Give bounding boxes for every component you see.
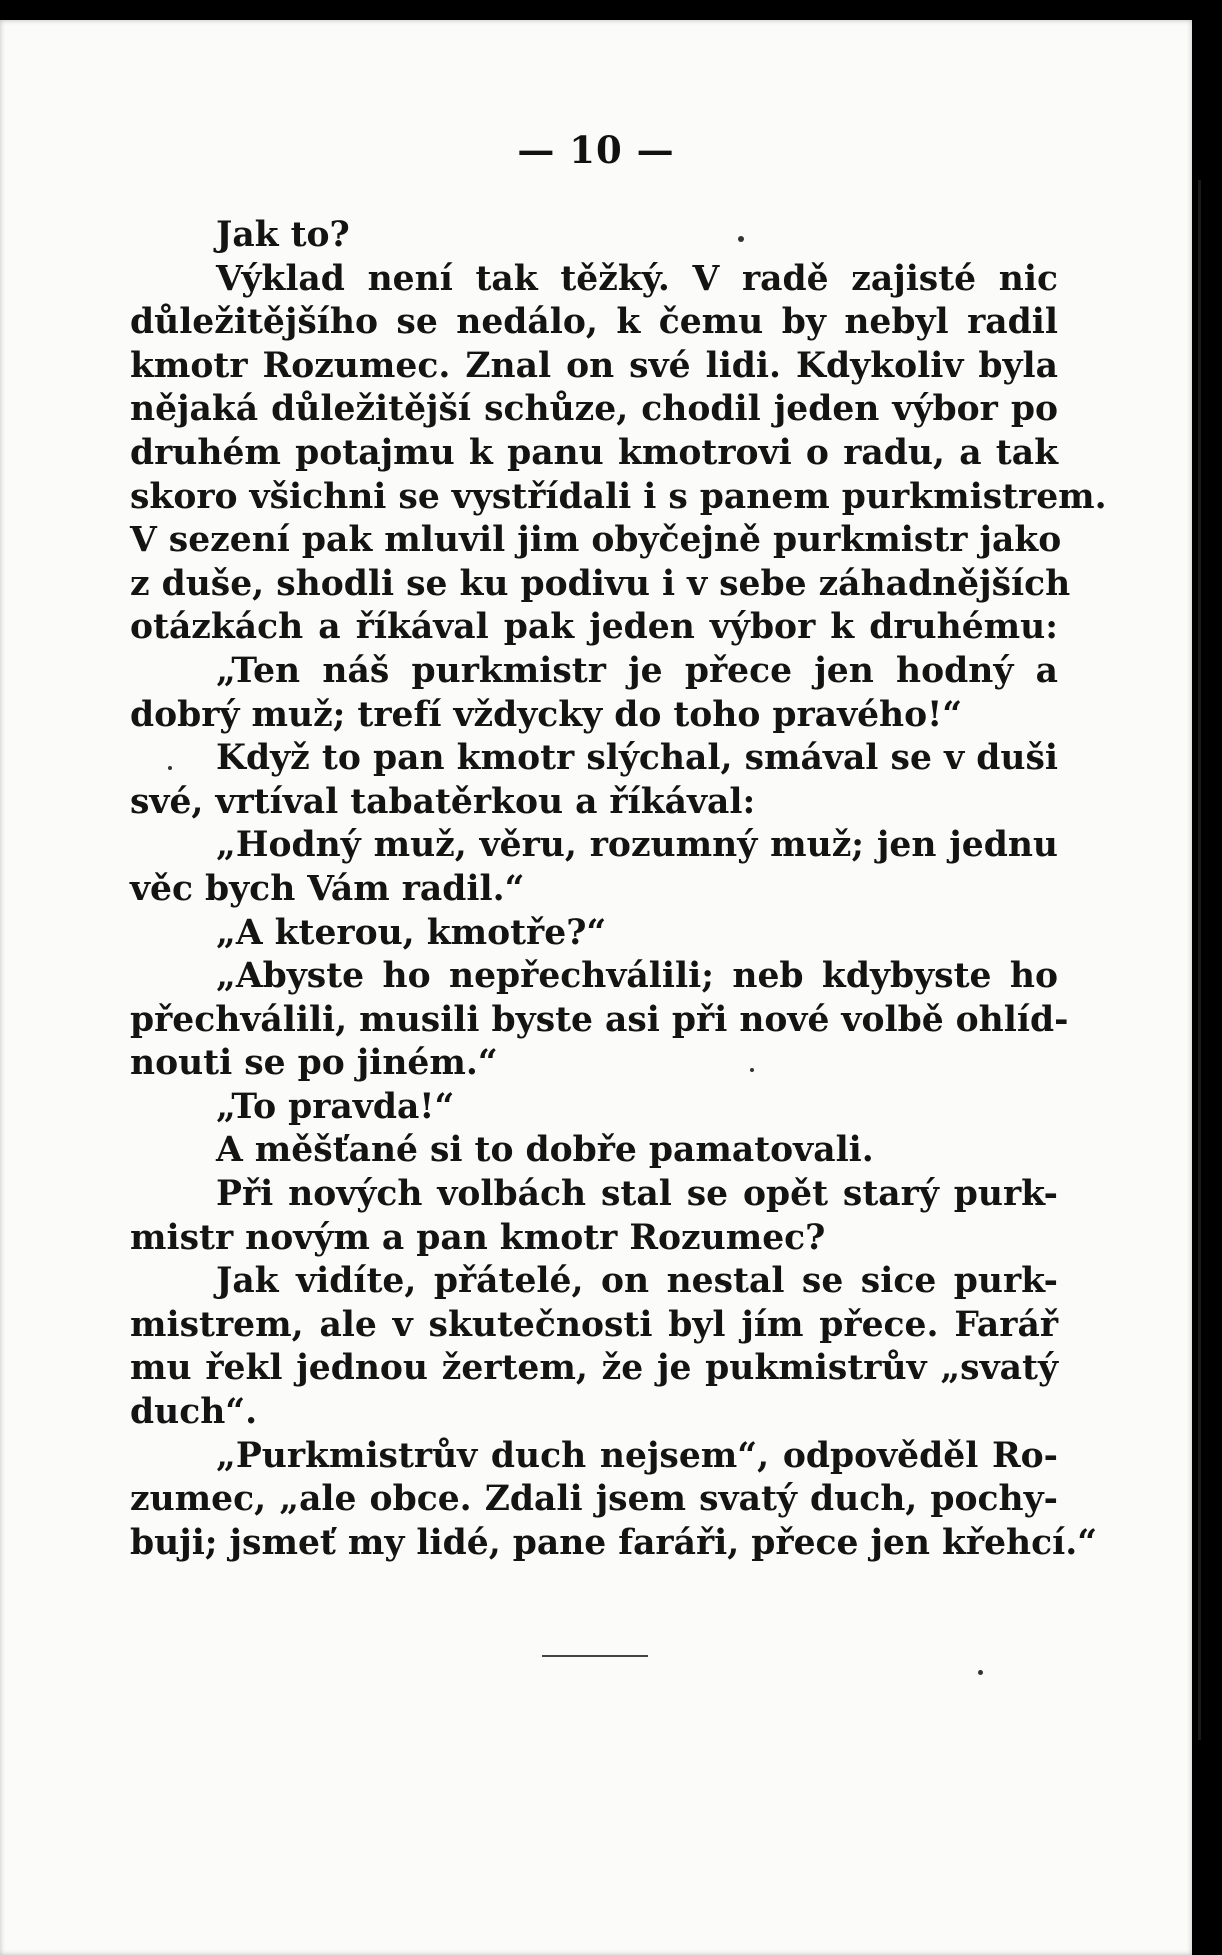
text-line: Když to pan kmotr slýchal, smával se v duši: [216, 738, 1058, 779]
text-line: „Ten náš purkmistr je přece jen hodný a: [216, 650, 1058, 691]
text-line: „Hodný muž, věru, rozumný muž; jen jednu: [216, 825, 1058, 866]
section-end-rule: [542, 1655, 648, 1657]
text-line: otázkách a říkával pak jeden výbor k druhému:: [130, 607, 1058, 648]
text-line: V sezení pak mluvil jim obyčejně purkmistr jako: [130, 520, 1062, 561]
text-line: z duše, shodli se ku podivu i v sebe záhadnějších: [130, 563, 1071, 604]
text-line: Jak to?: [216, 215, 350, 255]
text-line: „To pravda!“: [216, 1086, 455, 1127]
text-line: zumec, „ale obce. Zdali jsem svatý duch, pochy-: [130, 1479, 1058, 1520]
print-speck: [738, 236, 744, 242]
text-line: Při nových volbách stal se opět starý purk-: [216, 1174, 1058, 1215]
text-line: nějaká důležitější schůze, chodil jeden výbor po: [130, 389, 1058, 430]
print-speck: [168, 766, 172, 770]
text-line: mistrem, ale v skutečnosti byl jím přece. Farář: [130, 1304, 1058, 1345]
text-line: mu řekl jednou žertem, že je pukmistrův „svatý: [130, 1348, 1058, 1389]
page-number: — 10 —: [517, 128, 675, 172]
text-line: důležitějšího se nedálo, k čemu by nebyl radil: [130, 302, 1058, 343]
text-line: druhém potajmu k panu kmotrovi o radu, a tak: [130, 432, 1058, 473]
text-line: Jak vidíte, přátelé, on nestal se sice purk-: [216, 1261, 1058, 1302]
text-line: A měšťané si to dobře pamatovali.: [216, 1130, 874, 1171]
text-line: mistr novým a pan kmotr Rozumec?: [130, 1217, 826, 1258]
text-line: Výklad není tak těžký. V radě zajisté nic: [216, 258, 1058, 299]
text-line: nouti se po jiném.“: [130, 1043, 498, 1084]
text-line: své, vrtíval tabatěrkou a říkával:: [130, 781, 756, 822]
page-edge-shadow: [1192, 0, 1222, 1955]
print-speck: [750, 1068, 754, 1072]
text-line: přechválili, musili byste asi při nové volbě ohlíd-: [130, 999, 1069, 1040]
binding-margin-line: [1198, 180, 1201, 1740]
body-text: [130, 214, 1107, 1565]
print-speck: [978, 1670, 983, 1675]
text-line: věc bych Vám radil.“: [130, 868, 525, 909]
text-line: dobrý muž; trefí vždycky do toho pravého!“: [130, 694, 963, 735]
text-line: skoro všichni se vystřídali i s panem purkmistrem.: [130, 476, 1107, 517]
text-line: „Abyste ho nepřechválili; neb kdybyste ho: [216, 956, 1058, 997]
text-line: duch“.: [130, 1392, 258, 1433]
text-line: kmotr Rozumec. Znal on své lidi. Kdykoliv byla: [130, 345, 1058, 386]
text-line: „A kterou, kmotře?“: [216, 912, 607, 953]
text-line: „Purkmistrův duch nejsem“, odpověděl Ro-: [216, 1435, 1058, 1476]
text-line: buji; jsmeť my lidé, pane faráři, přece jen křehcí.“: [130, 1522, 1098, 1563]
